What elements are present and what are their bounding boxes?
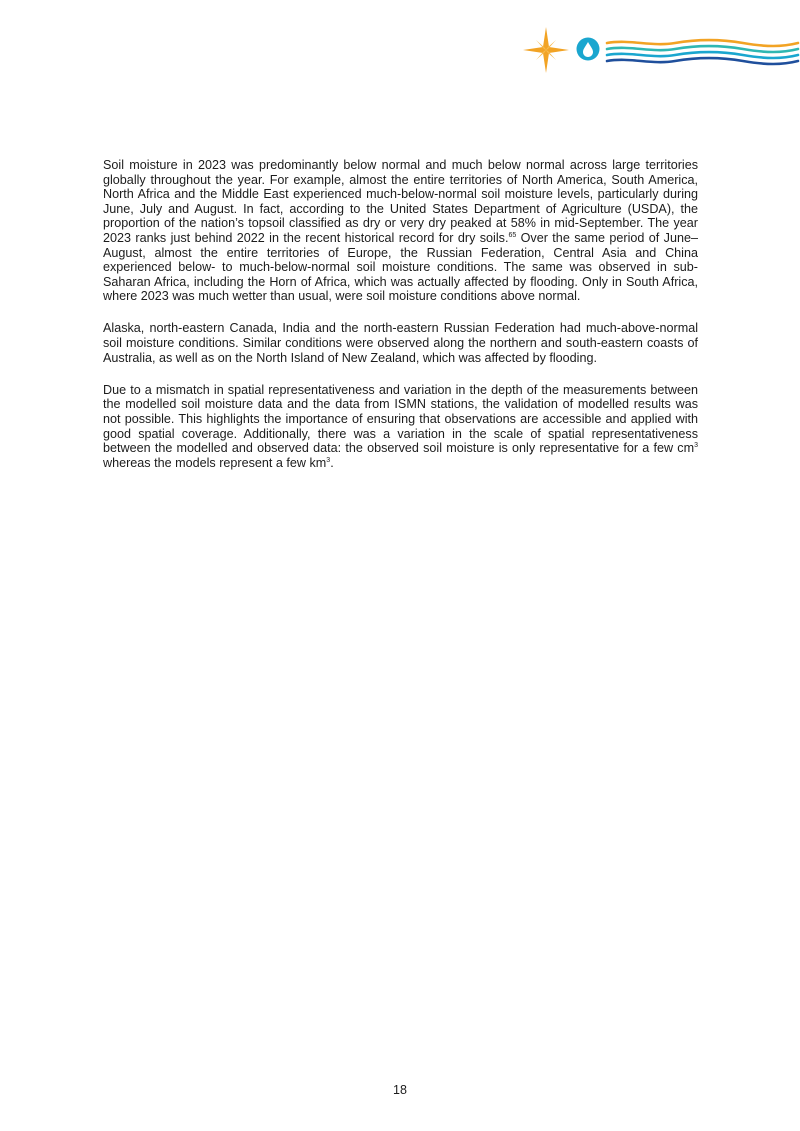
- paragraph-above-normal-regions: Alaska, north-eastern Canada, India and the north-eastern Russian Federation had much-above-normal soil moisture conditions. Similar conditions were observed along the northern and south-eastern coasts of Australia, as well as on the North Island of New Zealand, which was affected by flooding.: [103, 321, 698, 365]
- paragraph-soil-moisture-2023: Soil moisture in 2023 was predominantly below normal and much below normal across large territories globally throughout the year. For example, almost the entire territories of North America, South America, North Africa and the Middle East experienced much-below-normal soil moisture levels, particularly during June, July and August. In fact, according to the United States Department of Agriculture (USDA), the proportion of the nation’s topsoil classified as dry or very dry peaked at 58% in mid-September. The year 2023 ranks just behind 2022 in the recent historical record for dry soils.$^{65}$ Over the same period of June–August, almost the entire territories of Europe, the Russian Federation, Central Asia and China experienced below- to much-below-normal soil moisture conditions. The same was observed in sub-Saharan Africa, including the Horn of Africa, which was actually affected by flooding. Only in South Africa, where 2023 was much wetter than usual, were soil moisture conditions above normal.: [103, 158, 698, 304]
- footnote-marker[interactable]: 65: [508, 231, 517, 239]
- page-number: 18: [393, 1083, 407, 1097]
- water-drop-icon: [577, 38, 600, 61]
- wave-lines-icon: [607, 40, 798, 64]
- compass-star-icon: [523, 27, 569, 73]
- superscript-cubed: 3: [326, 456, 331, 464]
- body-text: [103, 158, 698, 488]
- header-decoration: [520, 22, 800, 76]
- paragraph-validation: Due to a mismatch in spatial representativeness and variation in the depth of the measurements between the modelled soil moisture data and the data from ISMN stations, the validation of modelled results was not possible. This highlights the importance of ensuring that observations are accessible and applied with good spatial coverage. Additionally, there was a variation in the scale of spatial representativeness between the modelled and observed data: the observed soil moisture is only representative for a few $cm^3$ whereas the models represent a few $km^3$.: [103, 382, 698, 470]
- superscript-cubed: 3: [694, 441, 698, 449]
